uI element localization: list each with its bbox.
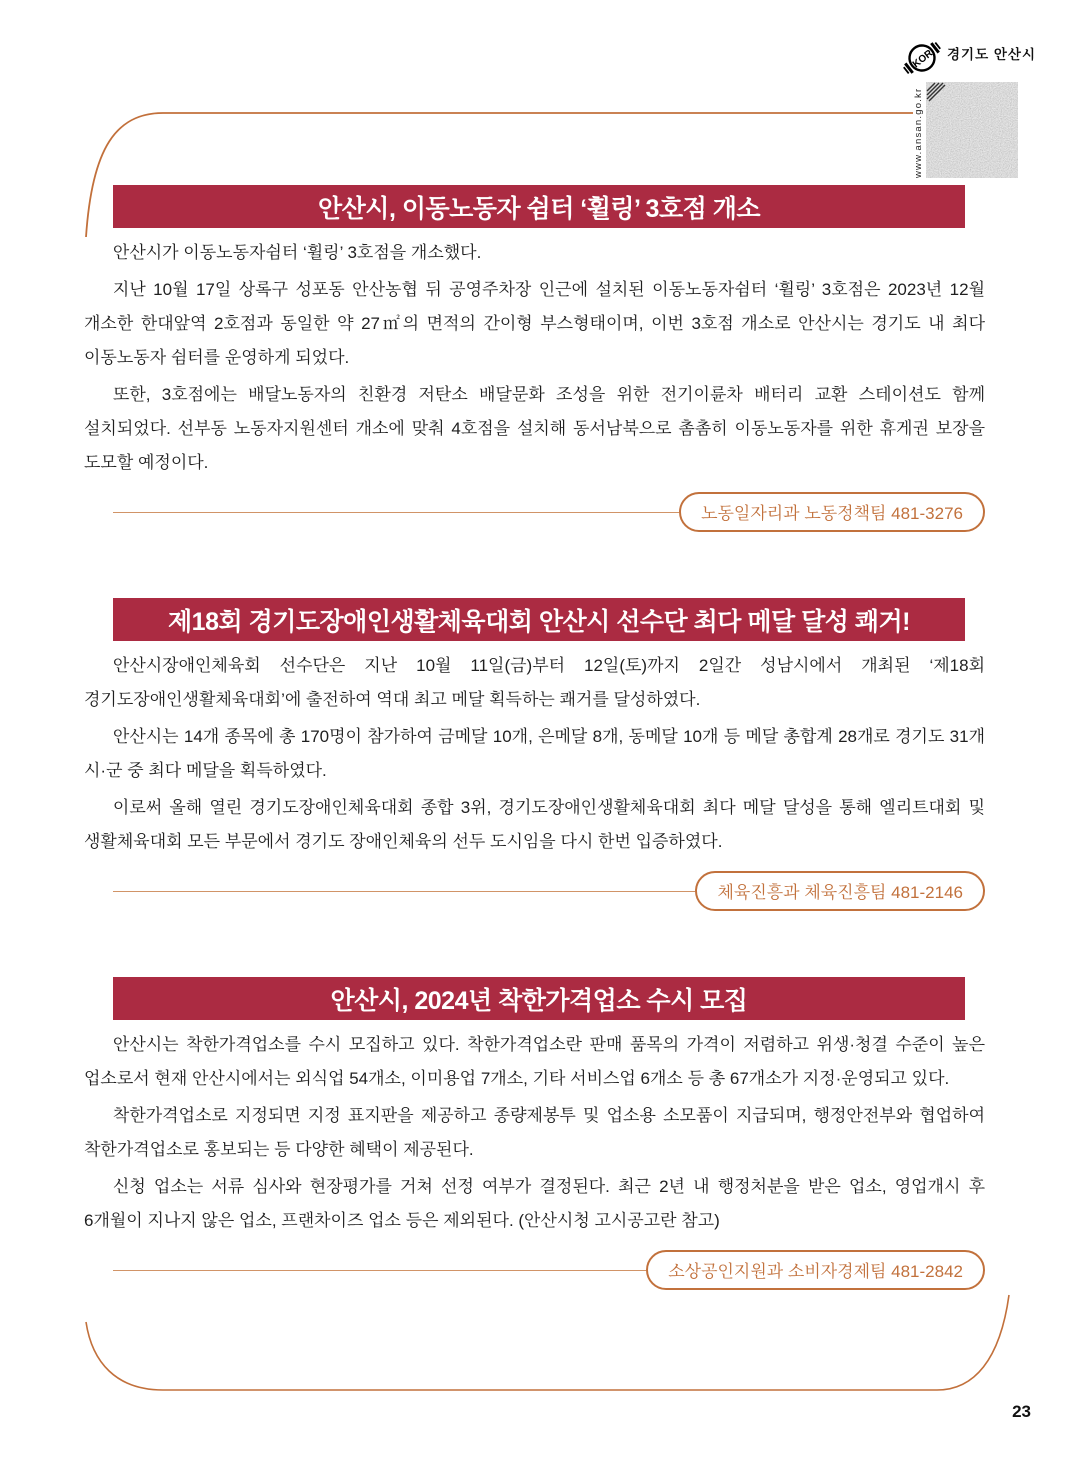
contact-badge: 노동일자리과 노동정책팀 481-3276 (679, 492, 985, 532)
paragraph: 안산시가 이동노동자쉼터 ‘휠링’ 3호점을 개소했다. (112, 243, 482, 262)
contact-leader-line (113, 891, 695, 892)
article-wheeling-shelter (84, 0, 985, 532)
page-number: 23 (1012, 1402, 1031, 1421)
contact-row (113, 1250, 985, 1290)
paragraph: 안산시는 14개 종목에 총 170명이 참가하여 금메달 10개, 은메달 8개, 동메달 10개 등 메달 총합계 28개로 경기도 31개 시·군 중 최다 메달을 획득하였다. (84, 727, 985, 780)
paragraph: 안산시장애인체육회 선수단은 지난 10월 11일(금)부터 12일(토)까지 2일간 성남시에서 개최된 ‘제18회 경기도장애인생활체육대회’에 출전하여 역대 최고 메달 획득하는 쾌거를 달성하였다. (84, 656, 985, 709)
paragraph: 신청 업소는 서류 심사와 현장평가를 거쳐 선정 여부가 결정된다. 최근 2년 내 행정처분을 받은 업소, 영업개시 후 6개월이 지나지 않은 업소, 프랜차이즈 업소 등은 제외된다. (안산시청 고시공고란 참고) (84, 1177, 985, 1230)
article-title-bar (113, 598, 965, 641)
article-title: 안산시, 2024년 착한가격업소 수시 모집 (330, 986, 748, 1015)
svg-text:KOR: KOR (910, 48, 936, 71)
article-good-price-shops (84, 977, 985, 1290)
paragraph: 또한, 3호점에는 배달노동자의 친환경 저탄소 배달문화 조성을 위한 전기이륜차 배터리 교환 스테이션도 함께 설치되었다. 선부동 노동자지원센터 개소에 맞춰 4호점을 설치해 동서남북으로 촘촘히 이동노동자를 위한 휴게권 보장을 도모할 예정이다. (84, 385, 985, 472)
contact-row (113, 871, 985, 911)
article-body (84, 1028, 985, 1238)
article-title: 제18회 경기도장애인생활체육대회 안산시 선수단 최다 메달 달성 쾌거! (168, 607, 910, 636)
contact-leader-line (113, 1270, 646, 1271)
paragraph: 착한가격업소로 지정되면 지정 표지판을 제공하고 종량제봉투 및 업소용 소모품이 지급되며, 행정안전부와 협업하여 착한가격업소로 홍보되는 등 다양한 혜택이 제공된다. (84, 1106, 985, 1159)
article-title: 안산시, 이동노동자 쉼터 ‘휠링’ 3호점 개소 (318, 194, 760, 223)
paragraph: 지난 10월 17일 상록구 성포동 안산농협 뒤 공영주차장 인근에 설치된 이동노동자쉼터 ‘휠링’ 3호점은 2023년 12월 개소한 한대앞역 2호점과 동일한 약 27㎡의 면적의 간이형 부스형태이며, 이번 3호점 개소로 안산시는 경기도 내 최다 이동노동자 쉼터를 운영하게 되었다. (84, 280, 985, 367)
contact-row (113, 492, 985, 532)
contact-leader-line (113, 512, 679, 513)
article-sports-medals (84, 598, 985, 911)
articles-column (84, 0, 985, 1290)
paragraph: 안산시는 착한가격업소를 수시 모집하고 있다. 착한가격업소란 판매 품목의 가격이 저렴하고 위생·청결 수준이 높은 업소로서 현재 안산시에서는 외식업 54개소, 이미용업 7개소, 기타 서비스업 6개소 등 총 67개소가 지정·운영되고 있다. (84, 1035, 985, 1088)
article-body (84, 236, 985, 480)
region-label: 경기도 안산시 (947, 47, 1036, 62)
contact-badge: 소상공인지원과 소비자경제팀 481-2842 (646, 1250, 985, 1290)
article-body (84, 649, 985, 859)
website-url: www.ansan.go.kr (913, 87, 924, 178)
contact-badge: 체육진흥과 체육진흥팀 481-2146 (695, 871, 985, 911)
paragraph: 이로써 올해 열린 경기도장애인체육대회 종합 3위, 경기도장애인생활체육대회 최다 메달 달성을 통해 엘리트대회 및 생활체육대회 모든 부문에서 경기도 장애인체육의 선두 도시임을 다시 한번 입증하였다. (84, 798, 985, 851)
article-title-bar (113, 185, 965, 228)
article-title-bar (113, 977, 965, 1020)
